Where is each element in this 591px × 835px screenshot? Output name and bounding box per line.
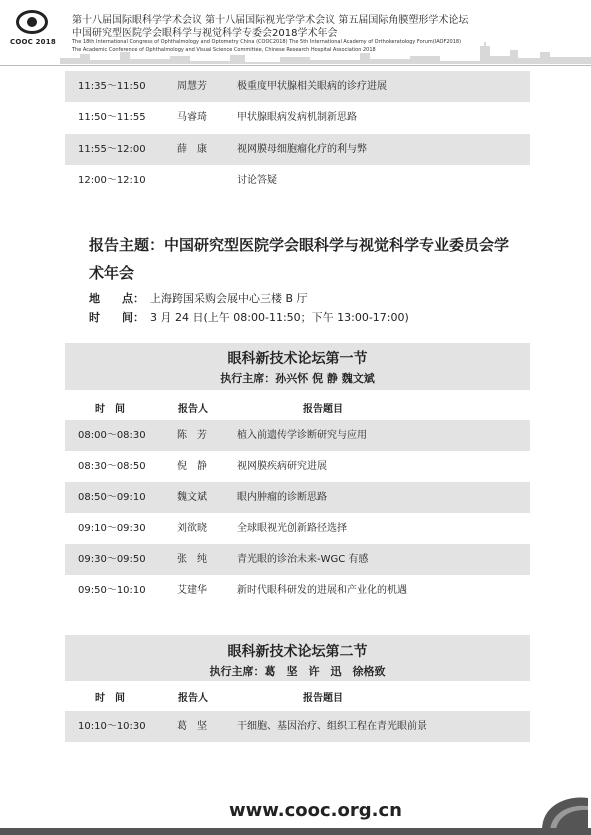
time-cell: 11:35～11:50 <box>78 81 146 92</box>
report-topic-cont: 术年会 <box>89 264 135 282</box>
session2-chair: 执行主席：葛 坚 许 迅 徐格致 <box>209 665 386 678</box>
time-cell: 12:00～12:10 <box>78 175 146 186</box>
table-row <box>65 71 530 102</box>
speaker-cell: 马睿琦 <box>177 112 207 123</box>
table-row <box>65 513 530 544</box>
title-cell: 视网膜母细胞瘤化疗的利与弊 <box>237 144 367 155</box>
table-row <box>65 482 530 513</box>
title-cell: 青光眼的诊治未来-WGC 有感 <box>237 554 369 565</box>
column-header-title: 报告题目 <box>303 404 343 415</box>
speaker-cell: 葛 坚 <box>177 721 207 732</box>
header-line-2: 中国研究型医院学会眼科学与视觉科学专委会2018学术年会 <box>72 28 338 39</box>
title-cell: 讨论答疑 <box>237 175 277 186</box>
logo-text: COOC 2018 <box>10 38 56 46</box>
speaker-cell: 艾建华 <box>177 585 207 596</box>
time-cell: 09:30～09:50 <box>78 554 146 565</box>
table-row <box>65 102 530 133</box>
session2-title: 眼科新技术论坛第二节 <box>227 644 368 660</box>
speaker-cell: 魏文斌 <box>177 492 207 503</box>
session1-chair: 执行主席：孙兴怀 倪 静 魏文斌 <box>220 372 375 385</box>
table-row <box>65 134 530 165</box>
location-label: 地 点： <box>89 292 144 305</box>
title-cell: 眼内肿瘤的诊断思路 <box>237 492 327 503</box>
speaker-cell: 周慧芳 <box>177 81 207 92</box>
cooc-logo <box>10 8 58 52</box>
column-header-speaker: 报告人 <box>178 693 208 704</box>
title-cell: 新时代眼科研发的进展和产业化的机遇 <box>237 585 407 596</box>
title-cell: 视网膜疾病研究进展 <box>237 461 327 472</box>
time-cell: 08:30～08:50 <box>78 461 146 472</box>
column-header-speaker: 报告人 <box>178 404 208 415</box>
speaker-cell: 陈 芳 <box>177 430 207 441</box>
time-cell: 10:10～10:30 <box>78 721 146 732</box>
session1-header <box>65 343 530 390</box>
header-divider <box>0 65 591 66</box>
column-headers <box>65 400 530 414</box>
table-row <box>65 451 530 482</box>
title-cell: 甲状腺眼病发病机制新思路 <box>237 112 357 123</box>
time-line <box>89 309 409 325</box>
website-url: www.cooc.org.cn <box>229 800 402 821</box>
table-row <box>65 165 530 196</box>
time-cell: 08:00～08:30 <box>78 430 146 441</box>
header-line-4: The Academic Conference of Ophthalmology and Visual Science Committee, Chinese Research Hospital Association 2018 <box>72 47 376 53</box>
title-cell: 干细胞、基因治疗、组织工程在青光眼前景 <box>237 721 427 732</box>
table-row <box>65 575 530 606</box>
time-cell: 08:50～09:10 <box>78 492 146 503</box>
header-line-1: 第十八届国际眼科学学术会议 第十八届国际视光学学术会议 第五届国际角膜塑形学术论坛 <box>72 15 469 26</box>
column-header-time: 时 间 <box>95 404 125 415</box>
time-cell: 11:50～11:55 <box>78 112 146 123</box>
header-line-3: The 18th International Congress of Ophthalmology and Optometry China (COOC2018) The 5th International Academy of Orthokeratology Forum(IAOF2018) <box>72 39 462 45</box>
speaker-cell: 张 纯 <box>177 554 207 565</box>
report-topic: 报告主题：中国研究型医院学会眼科学与视觉科学专业委员会学 <box>89 236 510 254</box>
table-row <box>65 711 530 742</box>
time-cell: 11:55～12:00 <box>78 144 146 155</box>
session2-header <box>65 635 530 681</box>
column-header-time: 时 间 <box>95 693 125 704</box>
session1-title: 眼科新技术论坛第一节 <box>227 351 368 367</box>
column-headers <box>65 689 530 703</box>
speaker-cell: 倪 静 <box>177 461 207 472</box>
column-header-title: 报告题目 <box>303 693 343 704</box>
title-cell: 极重度甲状腺相关眼病的诊疗进展 <box>237 81 387 92</box>
table-row <box>65 544 530 575</box>
location-line <box>89 290 308 306</box>
time-cell: 09:10～09:30 <box>78 523 146 534</box>
speaker-cell: 薛 康 <box>177 144 207 155</box>
title-cell: 全球眼视光创新路径选择 <box>237 523 347 534</box>
footer-bar <box>0 828 591 835</box>
time-value: 3 月 24 日(上午 08:00-11:50；下午 13:00-17:00) <box>150 311 409 324</box>
speaker-cell: 刘欲晓 <box>177 523 207 534</box>
time-label: 时 间： <box>89 311 144 324</box>
city-skyline-decoration <box>60 40 591 64</box>
time-cell: 09:50～10:10 <box>78 585 146 596</box>
footer-swirl-decoration <box>532 790 588 830</box>
title-cell: 植入前遗传学诊断研究与应用 <box>237 430 367 441</box>
table-row <box>65 420 530 451</box>
location-value: 上海跨国采购会展中心三楼 B 厅 <box>150 292 308 305</box>
